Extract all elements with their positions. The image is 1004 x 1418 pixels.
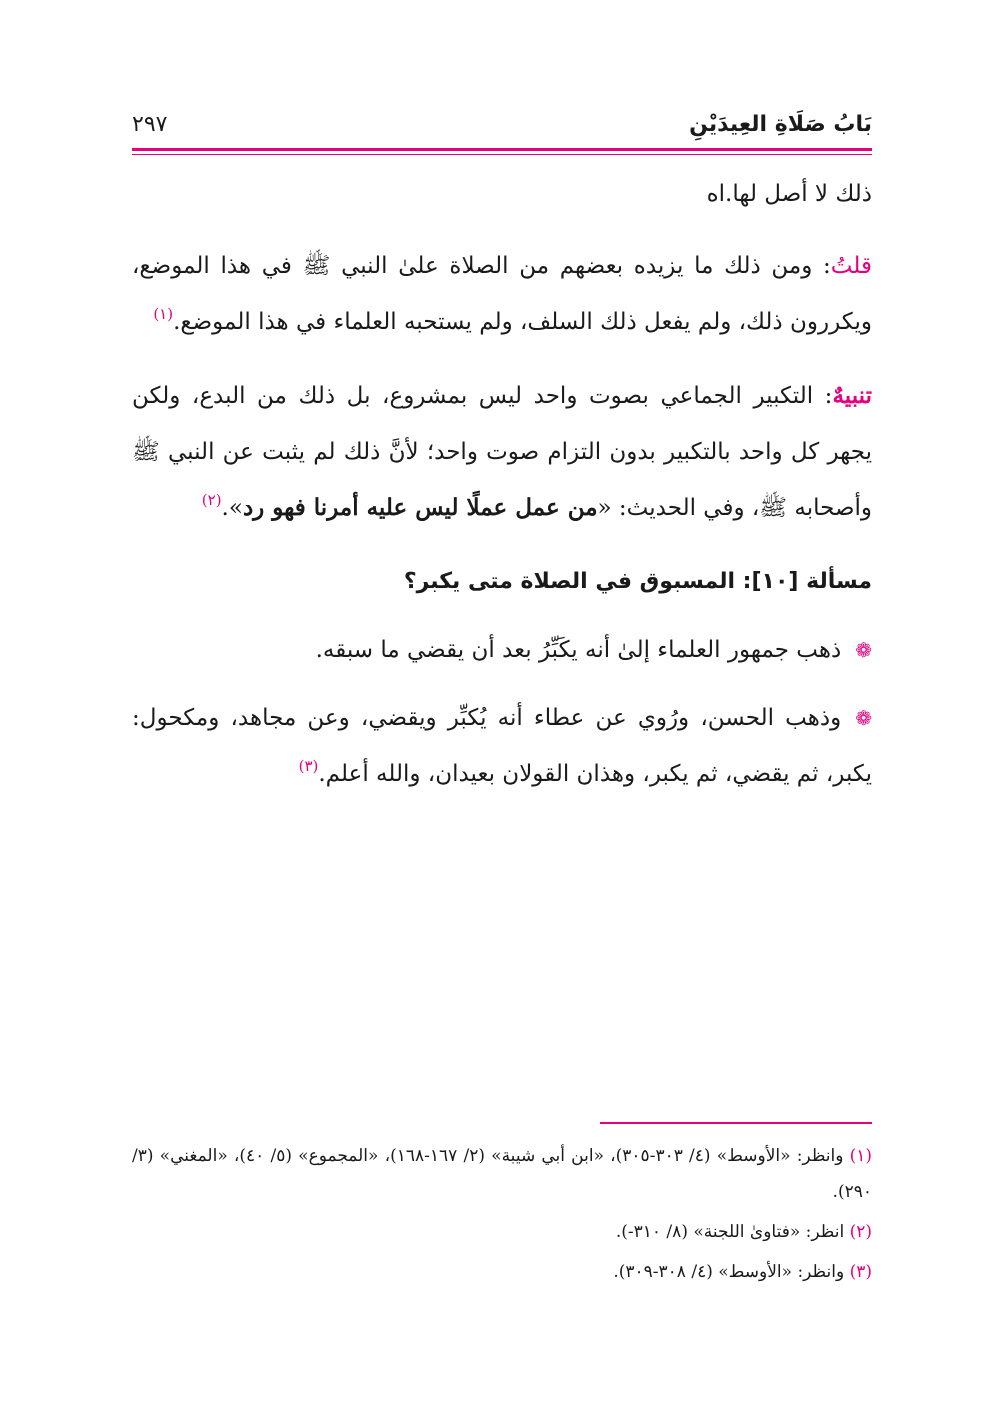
page-number: ٢٩٧ bbox=[132, 112, 168, 137]
bullet-item-1: ❁ذهب جمهور العلماء إلىٰ أنه يكَبِّرُ بعد أن يقضي ما سبقه. bbox=[132, 622, 872, 678]
page-header bbox=[132, 108, 872, 148]
footnote-number: (١) bbox=[849, 1146, 873, 1166]
footnote-number: (٣) bbox=[849, 1262, 872, 1282]
footnote-3: (٣) وانظر: «الأوسط» (٤/ ٣٠٨-٣٠٩). bbox=[613, 1262, 872, 1282]
footnote-1: (١) وانظر: «الأوسط» (٤/ ٣٠٣-٣٠٥)، «ابن أبي شيبة» (٢/ ١٦٧-١٦٨)، «المجموع» (٥/ ٤٠)، «المغني» (٣/ ٢٩٠). bbox=[132, 1146, 873, 1202]
footnote-ref-2[interactable]: (٢) bbox=[201, 491, 222, 509]
paragraph-tanbih: تنبيهٌ: التكبير الجماعي بصوت واحد ليس بمشروع، بل ذلك من البدع، ولكن يجهر كل واحد بالتكبير بدون التزام صوت واحد؛ لأنَّ ذلك لم يثبت عن النبي ﷺ وأصحابه ﷺ، وفي الحديث: «من عمل عملًا ليس عليه أمرنا فهو رد».$^{(٢)}$ bbox=[132, 382, 872, 521]
footnotes bbox=[132, 1138, 872, 1294]
paragraph-continuation: ذلك لا أصل لها.اه bbox=[706, 181, 872, 207]
main-text bbox=[132, 166, 872, 804]
paragraph-qultu: قلتُ: ومن ذلك ما يزيده بعضهم من الصلاة علىٰ النبي ﷺ في هذا الموضع، ويكررون ذلك، ولم يفعل ذلك السلف، ولم يستحبه العلماء في هذا الموضع.$^{(١)}$ bbox=[132, 253, 872, 335]
chapter-title: بَابُ صَلَاةِ العِيدَيْنِ bbox=[689, 112, 872, 137]
footnote-separator bbox=[600, 1122, 872, 1124]
footnote-2: (٢) انظر: «فتاوىٰ اللجنة» (٨/ ٣١٠-). bbox=[615, 1222, 872, 1242]
footnote-number: (٢) bbox=[849, 1222, 872, 1242]
header-rule-thin bbox=[132, 154, 872, 155]
qultu-label: قلتُ bbox=[830, 253, 872, 279]
footnote-ref-1[interactable]: (١) bbox=[153, 305, 174, 323]
tanbih-label: تنبيهٌ bbox=[832, 382, 872, 409]
hadith-quote: من عمل عملًا ليس عليه أمرنا فهو رد bbox=[242, 494, 598, 521]
flower-bullet-icon: ❁ bbox=[855, 706, 872, 730]
flower-bullet-icon: ❁ bbox=[855, 638, 872, 662]
footnote-ref-3[interactable]: (٣) bbox=[298, 757, 319, 775]
question-heading: مسألة [١٠]: المسبوق في الصلاة متى يكبر؟ bbox=[403, 569, 872, 594]
header-rule-thick bbox=[132, 148, 872, 151]
bullet-item-2: ❁وذهب الحسن، ورُوي عن عطاء أنه يُكبِّر ويقضي، وعن مجاهد، ومكحول: يكبر، ثم يقضي، ثم يكبر، وهذان القولان بعيدان، والله أعلم.$^{(٣)}$ bbox=[132, 690, 872, 804]
